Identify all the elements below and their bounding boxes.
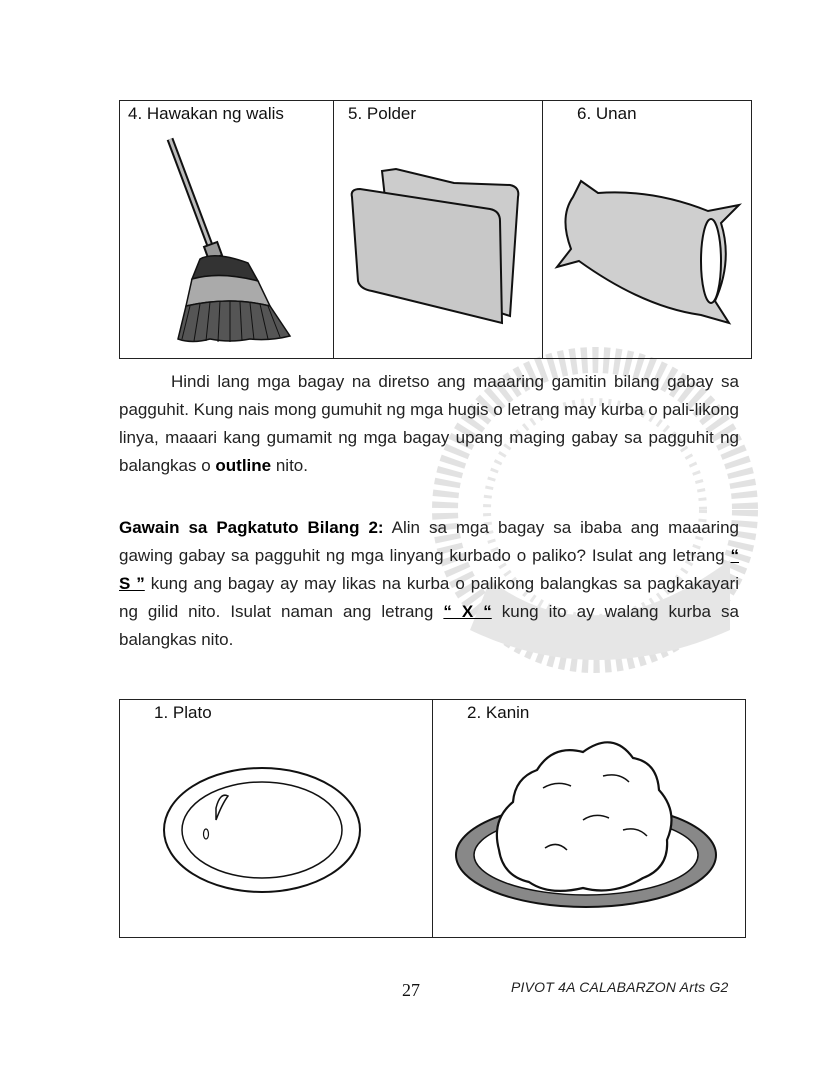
footer-title: PIVOT 4A CALABARZON Arts G2 [511,979,729,995]
activity-paragraph [119,514,739,654]
cell-label: 1. Plato [154,703,212,722]
cell-label: 6. Unan [577,104,637,123]
folder-icon [334,101,542,359]
intro-paragraph [119,368,739,480]
paragraph-text: Hindi lang mga bagay na diretso ang maaaring gamitin bilang gabay sa pagguhit. Kung nais mong gumuhit ng mga hugis o letrang may kurba o pali-likong linya, maaari kang gumamit ng mga bagay upang maging gabay sa pagguhit ng balangkas o [119,372,739,475]
activity-text-1: Alin sa mga bagay sa ibaba ang maaaring gawing gabay sa pagguhit ng mga linyang kurbado o paliko? Isulat ang letrang [119,518,739,565]
paragraph-text-end: nito. [271,456,308,475]
activity-text-2: kung ang bagay ay may likas na kurba o palikong balangkas sa pagkakayari ng gilid nito. Isulat naman ang letrang [119,574,739,621]
mark-x: “ X “ [443,602,492,621]
cell-label: 2. Kanin [467,703,530,722]
cell-rice [433,700,746,938]
plate-icon [120,700,432,938]
pillow-icon [543,101,751,359]
mark-s: “ S ” [119,546,739,593]
page-number: 27 [402,980,420,1000]
cell-plate [120,700,433,938]
cell-pillow [543,101,752,359]
broom-icon [120,101,333,359]
rice-icon [433,700,745,938]
activity-heading: Gawain sa Pagkatuto Bilang 2: [119,518,384,537]
bottom-image-table [119,699,746,938]
cell-broom-handle [120,101,334,359]
outline-term: outline [215,456,272,475]
top-image-table [119,100,752,359]
cell-label: 4. Hawakan ng walis [128,104,284,123]
cell-label: 5. Polder [348,104,417,123]
activity-text-3: kung ito ay walang kurba sa balangkas nito. [119,602,739,649]
cell-folder [334,101,543,359]
